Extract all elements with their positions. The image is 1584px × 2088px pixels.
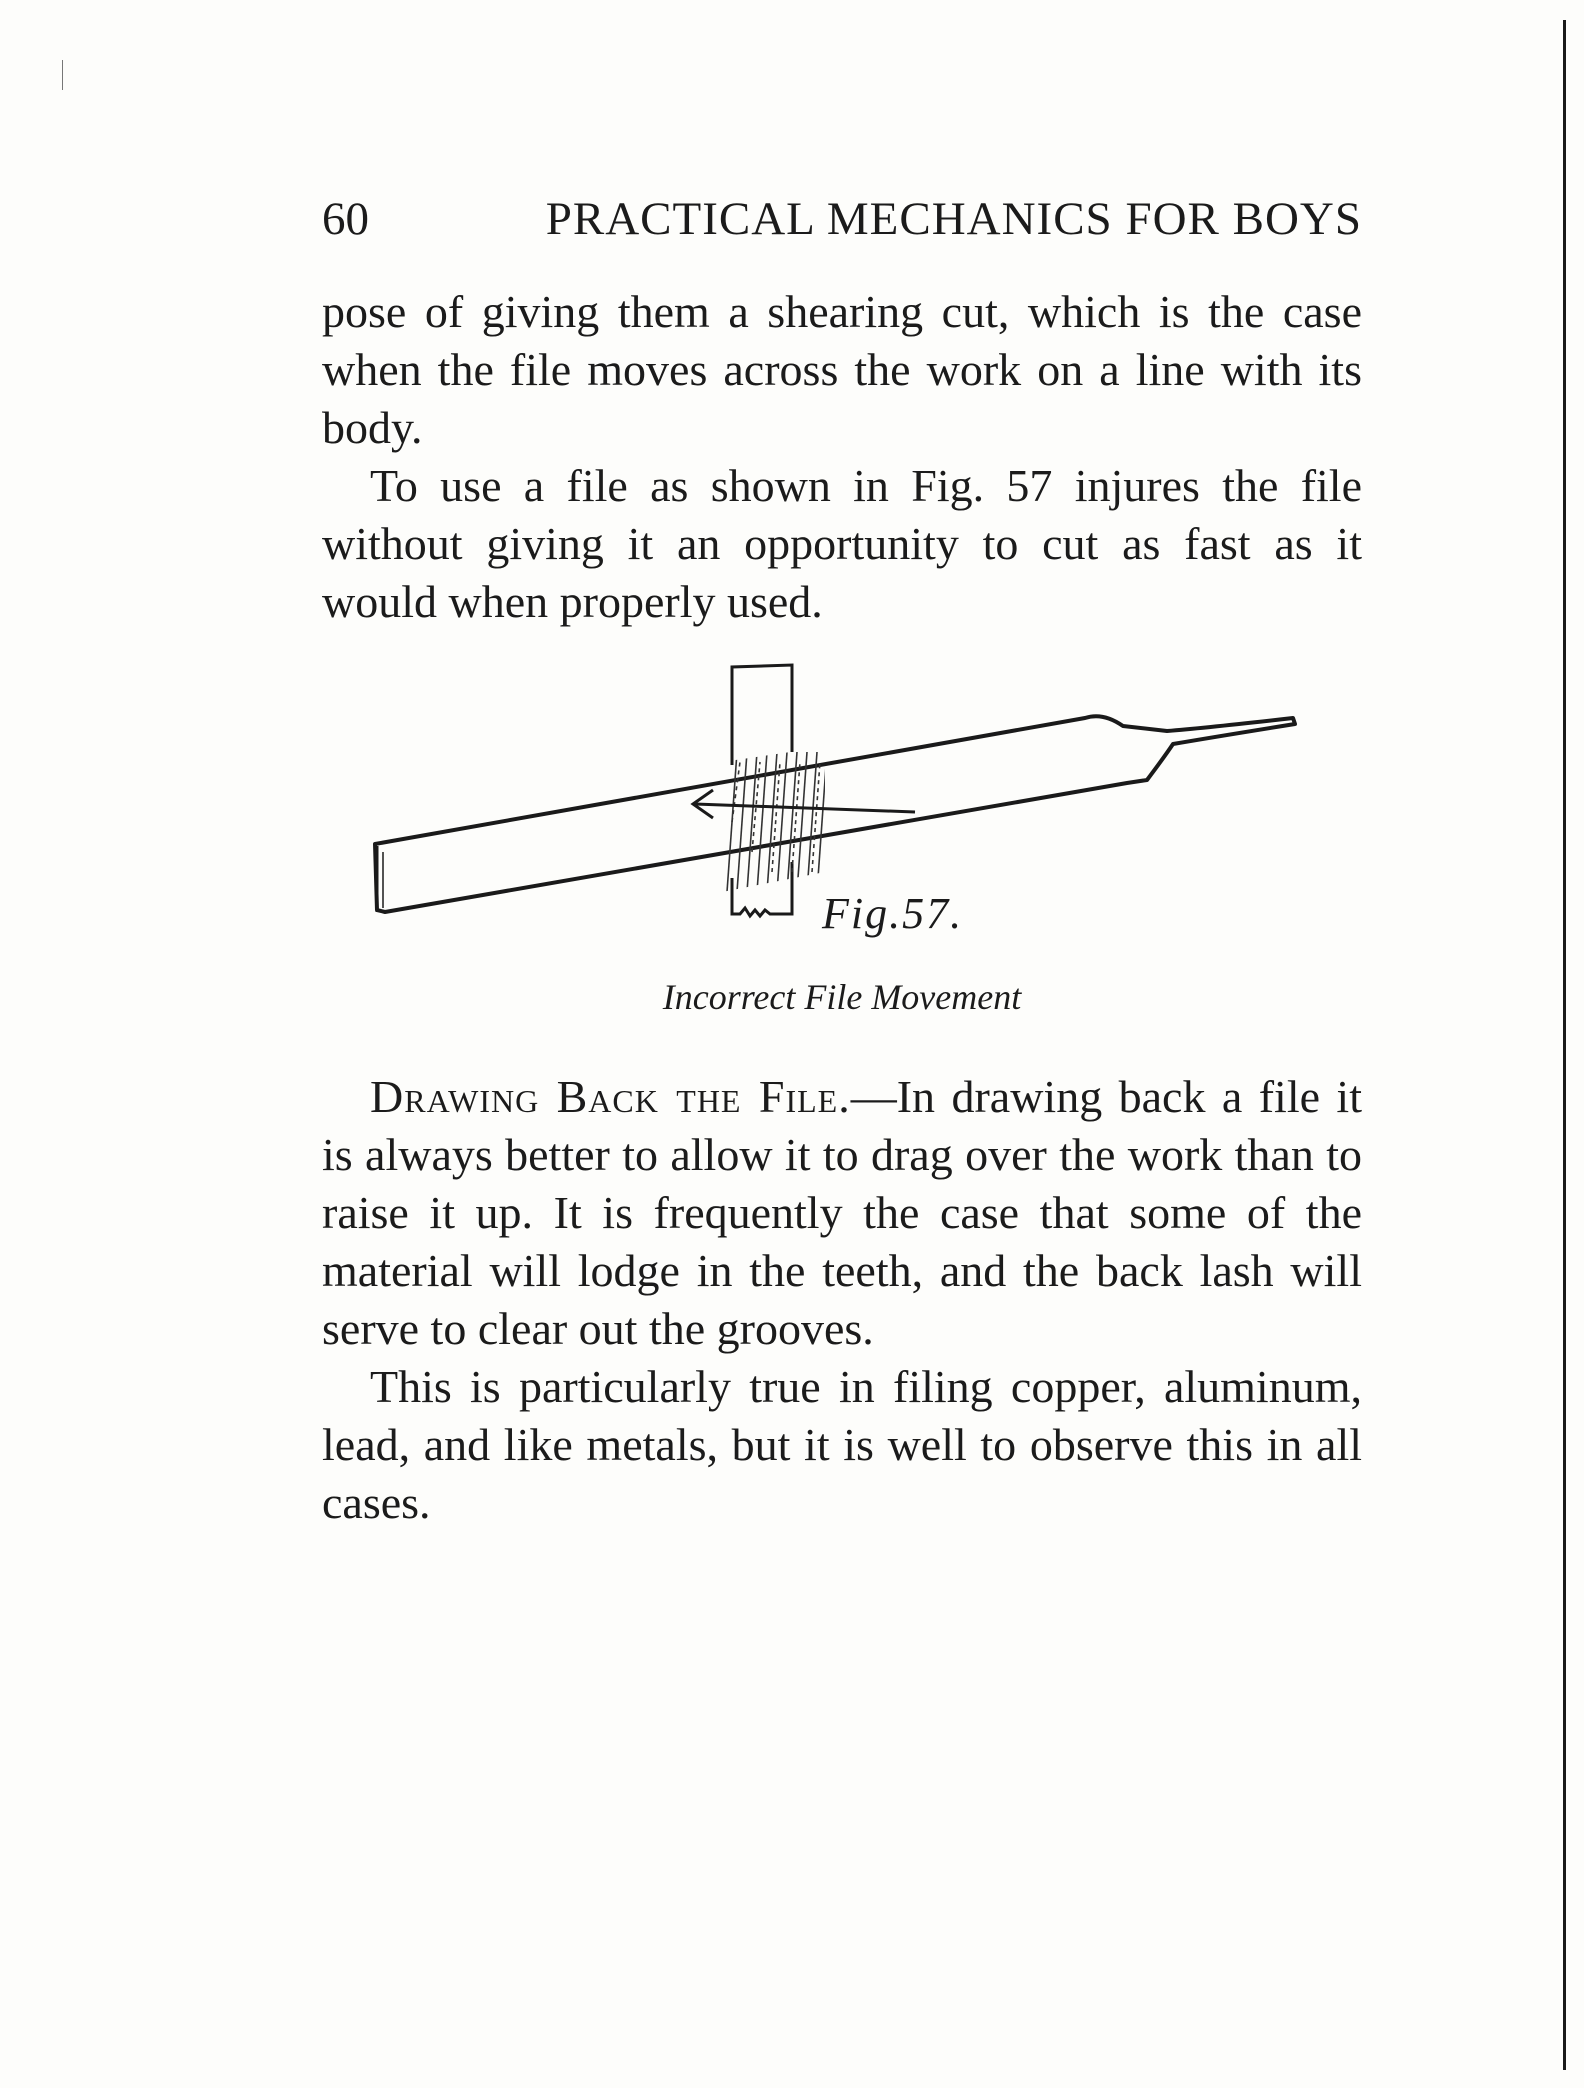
file-icon <box>375 716 1295 912</box>
paragraph-fig-reference: To use a file as shown in Fig. 57 injures the file without giving it an opportunity to cut as fast as it would when properly used. <box>322 460 1362 627</box>
figure-caption: Incorrect File Movement <box>662 977 1022 1017</box>
running-title: PRACTICAL MECHANICS FOR BOYS <box>545 193 1362 245</box>
text-block-bottom <box>322 1068 1362 1532</box>
workpiece-icon <box>732 665 792 916</box>
section-body: —In drawing back a file it is always better to allow it to drag over the work than to raise it up. It is frequently the case that some of the material will lodge in the teeth, and the back lash will serve to clear out the grooves. <box>322 1071 1362 1354</box>
page-edge-line <box>1563 20 1566 2070</box>
text-block-top <box>322 283 1362 631</box>
section-paragraph <box>322 1068 1362 1358</box>
running-header <box>322 192 1362 246</box>
figure-label: Fig.57. <box>822 889 964 938</box>
section-heading: Drawing Back the File. <box>370 1071 851 1122</box>
page-number: 60 <box>322 193 369 245</box>
scan-mark <box>62 60 63 90</box>
paragraph-metals: This is particularly true in filing copper, aluminum, lead, and like metals, but it is well to observe this in all cases. <box>322 1361 1362 1528</box>
paragraph-continuation: pose of giving them a shearing cut, which is the case when the file moves across the work on a line with its body. <box>322 286 1362 453</box>
